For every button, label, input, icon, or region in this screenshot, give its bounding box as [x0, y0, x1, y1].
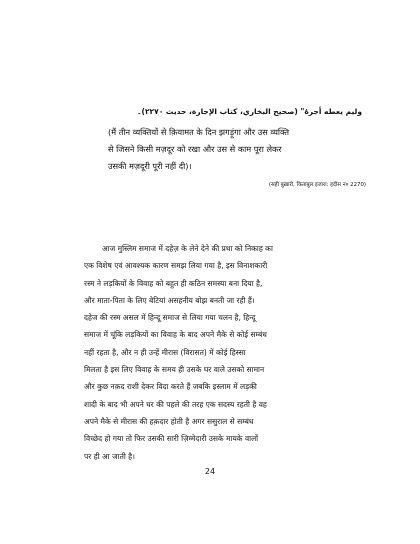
page-number: 24: [204, 467, 216, 476]
quote-line: (मैं तीन व्यक्तियों से क़ियामत के दिन झगड़ूंगा और उस व्यक्ति: [108, 127, 290, 137]
arabic-citation: وليم يعطه أجرهُ" (صحيح البخاري، كتاب الإجارة، حديث ٢٢٧٠)۔: [137, 107, 362, 116]
paragraph-line: और कुछ नक़द राशी देकर विदा करते हैं जबकि इस्लाम में लड़की: [84, 382, 257, 392]
hadith-translation: [108, 124, 366, 175]
paragraph-line: अपने मैके से मीरास की हक़दार होती है अगर ससुराल से सम्बंध: [84, 416, 254, 426]
paragraph-line: विच्छेद हो गया तो फिर उसकी सारी ज़िम्मेदारी उसके मायके वालों: [84, 434, 259, 444]
paragraph-line: आज मुस्लिम समाज में दहेज़ के लेने देने की प्रथा को निकाह का: [102, 244, 273, 253]
paragraph-line: नहीं रहता है, और न ही उन्हें मीरास (विरासत) में कोई हिस्सा: [84, 347, 246, 357]
paragraph-line: दहेज की रस्म असल में हिन्दू समाज से लिया गया चलन है, हिन्दू: [84, 313, 256, 323]
paragraph-line: पर ही आ जाती है।: [84, 451, 136, 461]
quote-line: उसकी मज़दूरी पूरी नहीं दी)।: [108, 161, 192, 171]
body-paragraph: [84, 240, 366, 465]
paragraph-line: शादी के बाद भी अपने घर की पहले की तरह एक सदस्य रहती है वह: [84, 399, 267, 409]
hadith-reference: (सही बुख़ारी, किताबुल इजारा: हदीस न० 2270): [268, 182, 366, 188]
quote-line: से जिसने किसी मज़दूर को रखा और उस से काम पूरा लेकर: [108, 144, 282, 154]
paragraph-line: एक विशेष एवं आवश्यक कारण समझ लिया गया है, इस विनाशकारी: [84, 261, 268, 271]
paragraph-line: समाज में चूंकि लड़कियों का विवाह के बाद अपने मैके से कोई सम्बंध: [84, 330, 267, 340]
paragraph-line: रस्म ने लड़कियों के विवाह को बहुत ही कठिन समस्या बना दिया है,: [84, 278, 263, 288]
paragraph-line: मिलता है इस लिए विवाह के समय ही उसके घर वाले उसको सामान: [84, 365, 265, 375]
paragraph-line: और माता-पिता के लिए बेटियां असहनीय बोझ बनती जा रही हैं।: [84, 295, 255, 305]
